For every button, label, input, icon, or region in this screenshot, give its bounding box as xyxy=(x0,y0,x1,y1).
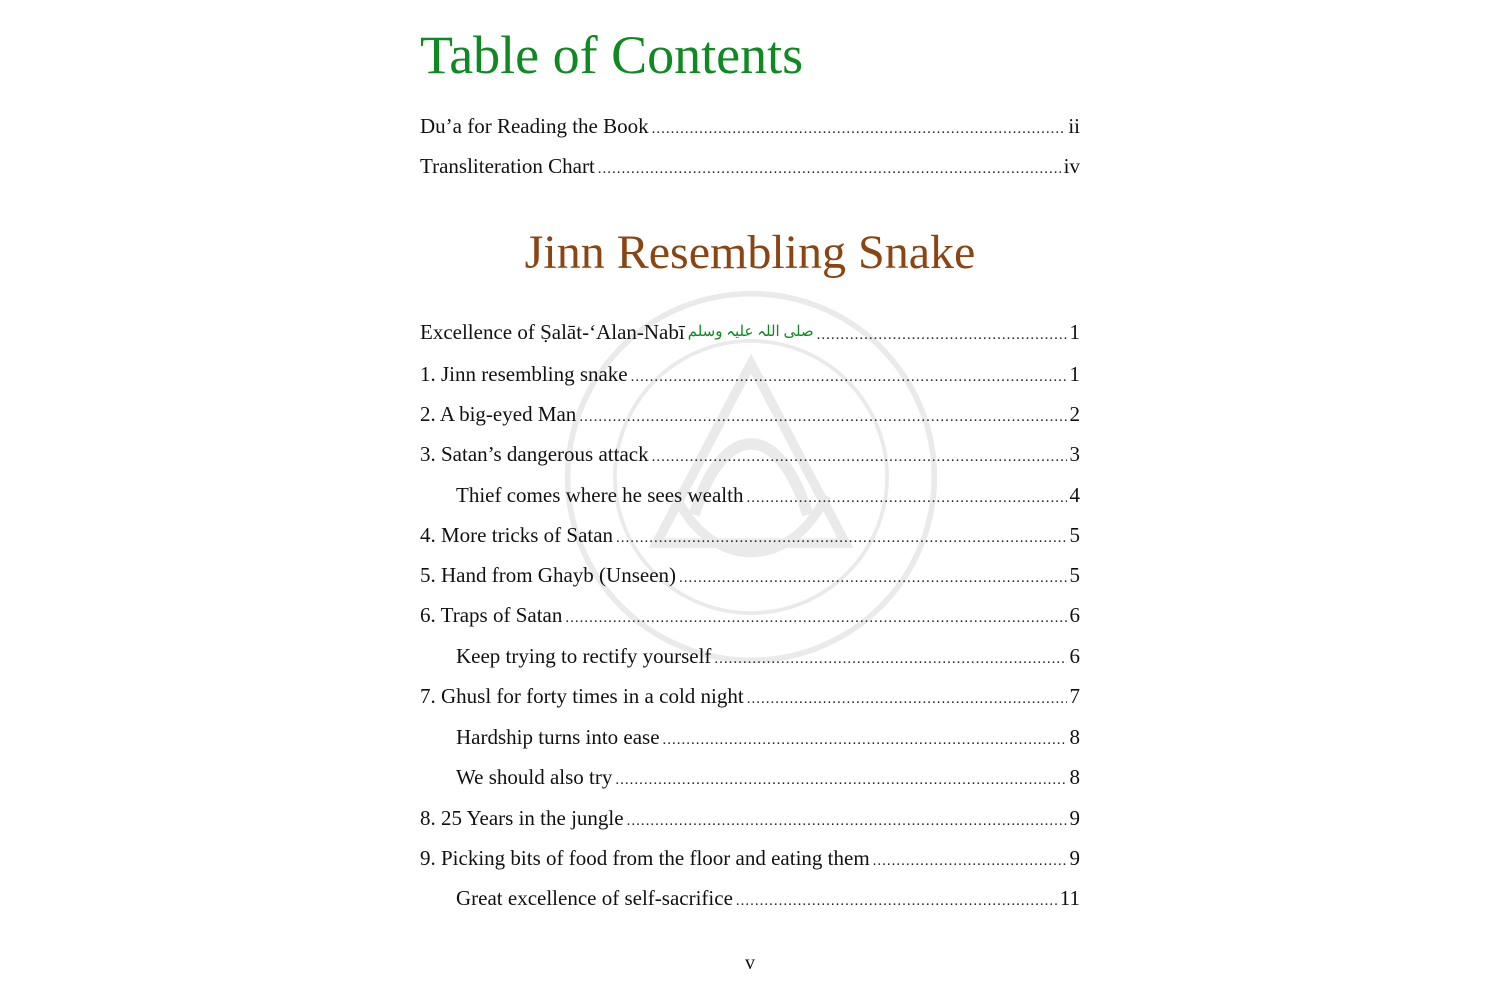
toc-subentry[interactable] xyxy=(420,479,1080,511)
entry-page-number: 5 xyxy=(1069,523,1080,547)
leader-dots xyxy=(736,885,1057,917)
entry-title: Hardship turns into ease xyxy=(456,725,660,749)
leader-dots xyxy=(663,724,1067,756)
entry-title: 9. Picking bits of food from the floor and eating them xyxy=(420,846,870,870)
toc-entry[interactable] xyxy=(420,398,1080,430)
entry-page-number: 1 xyxy=(1069,320,1080,344)
toc-entry[interactable] xyxy=(420,358,1080,390)
entry-page-number: 6 xyxy=(1069,644,1080,668)
toc-subentry[interactable] xyxy=(420,721,1080,753)
entry-page-number: 7 xyxy=(1069,684,1080,708)
entry-page-number: 9 xyxy=(1069,846,1080,870)
leader-dots xyxy=(747,683,1067,715)
toc-title: Table of Contents xyxy=(420,25,804,85)
leader-dots xyxy=(631,361,1067,393)
entry-page-number: 5 xyxy=(1069,563,1080,587)
entry-page-number: 11 xyxy=(1059,886,1080,910)
toc-entry[interactable] xyxy=(420,150,1080,182)
entry-title: Keep trying to rectify yourself xyxy=(456,644,712,668)
toc-entry[interactable] xyxy=(420,559,1080,591)
toc-entry[interactable] xyxy=(420,519,1080,551)
leader-dots xyxy=(579,401,1066,433)
entry-title: 7. Ghusl for forty times in a cold night xyxy=(420,684,744,708)
leader-dots xyxy=(652,441,1067,473)
entry-title: 1. Jinn resembling snake xyxy=(420,362,628,386)
leader-dots xyxy=(714,643,1066,675)
honorific-calligraphy: صلی اللہ علیہ وسلم xyxy=(687,324,814,340)
toc-entry[interactable] xyxy=(420,110,1080,142)
toc-entry[interactable] xyxy=(420,842,1080,874)
leader-dots xyxy=(616,522,1066,554)
leader-dots xyxy=(598,153,1061,185)
entry-page-number: 6 xyxy=(1069,603,1080,627)
toc-subentry[interactable] xyxy=(420,882,1080,914)
leader-dots xyxy=(615,764,1066,796)
entry-title-text: Excellence of Ṣalāt-‘Alan-Nabī xyxy=(420,320,685,344)
entry-page-number: 3 xyxy=(1069,442,1080,466)
section-title: Jinn Resembling Snake xyxy=(524,226,976,279)
leader-dots xyxy=(746,482,1066,514)
toc-subentry[interactable] xyxy=(420,640,1080,672)
leader-dots xyxy=(627,805,1067,837)
entry-title: Du’a for Reading the Book xyxy=(420,114,649,138)
entry-title: Great excellence of self-sacrifice xyxy=(456,886,733,910)
entry-title: 4. More tricks of Satan xyxy=(420,523,614,547)
entry-title: Thief comes where he sees wealth xyxy=(456,483,744,507)
leader-dots xyxy=(817,319,1067,351)
entry-page-number: 4 xyxy=(1069,483,1080,507)
entry-page-number: 9 xyxy=(1069,806,1080,830)
leader-dots xyxy=(679,562,1066,594)
entry-page-number: 2 xyxy=(1069,402,1080,426)
toc-subentry[interactable] xyxy=(420,761,1080,793)
entry-title: We should also try xyxy=(456,765,613,789)
toc-entry[interactable] xyxy=(420,599,1080,631)
entry-page-number: 8 xyxy=(1069,725,1080,749)
leader-dots xyxy=(873,845,1067,877)
entry-title: 6. Traps of Satan xyxy=(420,603,563,627)
leader-dots xyxy=(652,113,1066,145)
toc-entry[interactable] xyxy=(420,438,1080,470)
entry-title: Transliteration Chart xyxy=(420,154,595,178)
page-number: v xyxy=(745,952,755,974)
entry-page-number: 8 xyxy=(1069,765,1080,789)
toc-entry[interactable] xyxy=(420,316,1080,348)
entry-title: 2. A big-eyed Man xyxy=(420,402,577,426)
leader-dots xyxy=(565,602,1066,634)
entry-title: 5. Hand from Ghayb (Unseen) xyxy=(420,563,677,587)
entry-title: 3. Satan’s dangerous attack xyxy=(420,442,649,466)
entry-page-number: 1 xyxy=(1069,362,1080,386)
entry-page-number: iv xyxy=(1063,154,1080,178)
entry-page-number: ii xyxy=(1068,114,1080,138)
toc-entry[interactable] xyxy=(420,802,1080,834)
entry-title xyxy=(420,316,814,348)
toc-entry[interactable] xyxy=(420,680,1080,712)
entry-title: 8. 25 Years in the jungle xyxy=(420,806,624,830)
